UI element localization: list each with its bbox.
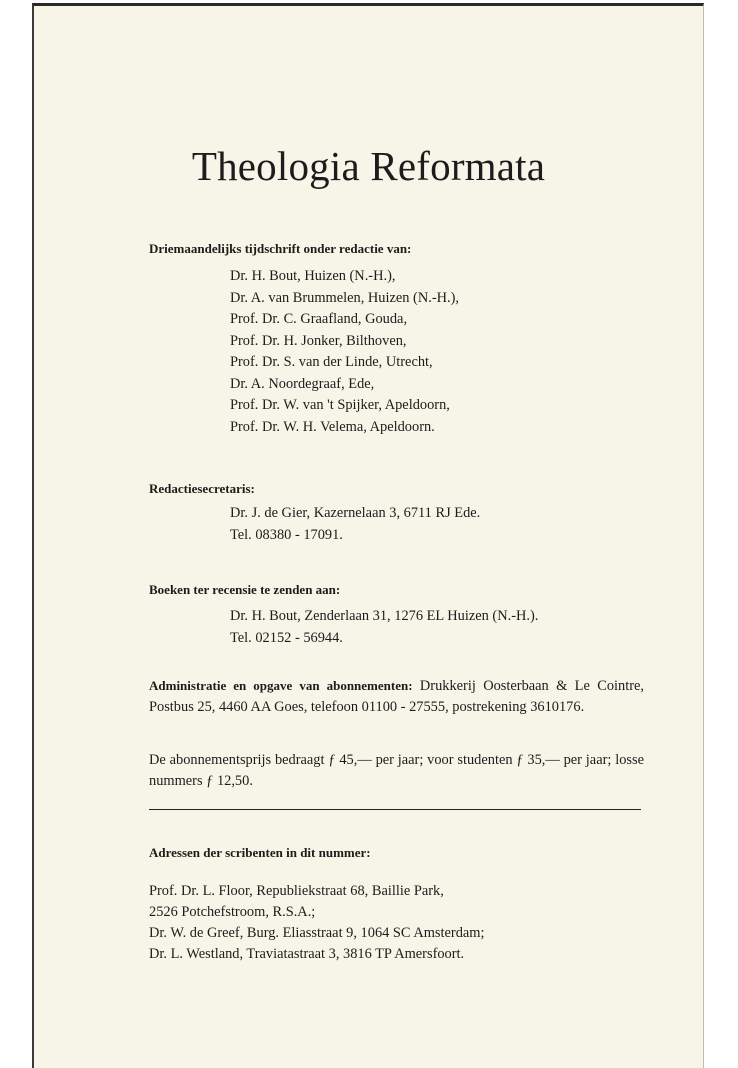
editor-name: Dr. H. Bout, Huizen (N.-H.), (230, 268, 396, 284)
author-address-line: 2526 Potchefstroom, R.S.A.; (149, 904, 316, 920)
editor-name: Prof. Dr. W. H. Velema, Apeldoorn. (230, 418, 435, 435)
reviews-heading: Boeken ter recensie te zenden aan: (149, 582, 341, 597)
journal-title: Theologia Reformata (191, 143, 546, 189)
editor-name: Prof. Dr. S. van der Linde, Utrecht, (230, 354, 433, 370)
address-line: Tel. 08380 - 17091. (230, 526, 343, 543)
administration-label: Administratie en opgave van abonnementen: (149, 678, 413, 693)
secretary-heading: Redactiesecretaris: (149, 481, 255, 496)
editor-name: Dr. A. Noordegraaf, Ede, (230, 375, 375, 392)
secretary-address (230, 503, 480, 546)
reviews-address (230, 606, 538, 649)
author-address-line: Prof. Dr. L. Floor, Republiekstraat 68, Baillie Park, (149, 883, 444, 899)
editor-name: Prof. Dr. W. van 't Spijker, Apeldoorn, (230, 397, 450, 413)
address-line: Tel. 02152 - 56944. (230, 629, 343, 646)
subscription-paragraph: De abonnementsprijs bedraagt ƒ 45,— per jaar; voor studenten ƒ 35,— per jaar; losse nummers ƒ 12,50. (149, 752, 644, 789)
author-address-line: Dr. W. de Greef, Burg. Eliasstraat 9, 1064 SC Amsterdam; (149, 925, 485, 941)
editor-name: Prof. Dr. C. Graafland, Gouda, (230, 311, 408, 327)
author-address-line: Dr. L. Westland, Traviatastraat 3, 3816 TP Amersfoort. (149, 946, 465, 962)
editors-list (230, 266, 459, 438)
administration-text: Drukkerij Oosterbaan & Le Cointre, Postbus 25, 4460 AA Goes, telefoon 01100 - 27555, postrekening 3610176. (149, 678, 644, 715)
section-divider (149, 809, 641, 810)
authors-list (149, 881, 484, 965)
address-line: Dr. H. Bout, Zenderlaan 31, 1276 EL Huizen (N.-H.). (230, 608, 539, 624)
authors-heading: Adressen der scribenten in dit nummer: (149, 845, 371, 860)
editor-name: Prof. Dr. H. Jonker, Bilthoven, (230, 332, 407, 349)
address-line: Dr. J. de Gier, Kazernelaan 3, 6711 RJ Ede. (230, 505, 481, 521)
editors-heading: Driemaandelijks tijdschrift onder redactie van: (149, 241, 412, 256)
editor-name: Dr. A. van Brummelen, Huizen (N.-H.), (230, 289, 459, 306)
journal-page (32, 3, 704, 1068)
administration-paragraph (149, 676, 644, 717)
